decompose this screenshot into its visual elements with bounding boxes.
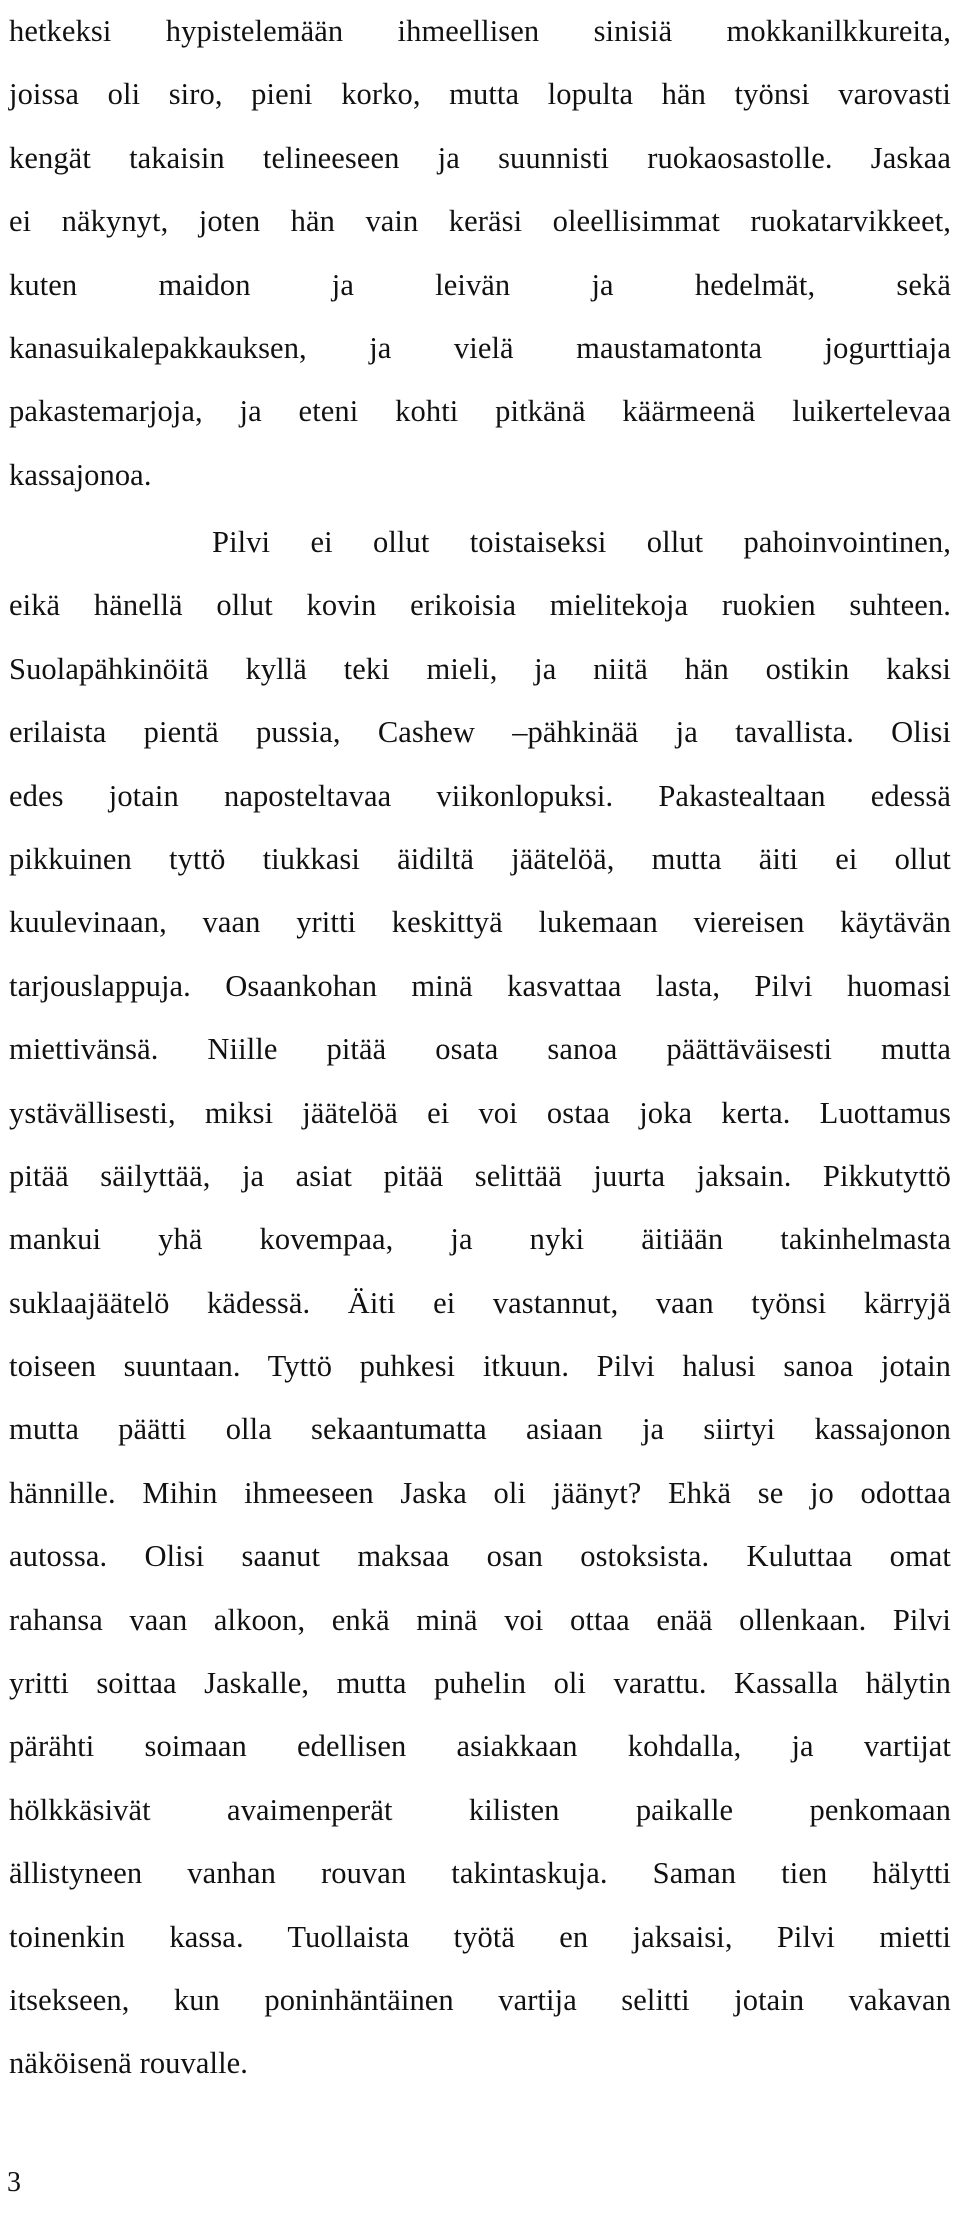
text-line: autossa. Olisi saanut maksaa osan ostoksista. Kuluttaa omat: [9, 1539, 951, 1574]
text-line: kengät takaisin telineeseen ja suunnisti ruokaosastolle. Jaskaa: [9, 140, 951, 175]
text-line: kanasuikalepakkauksen, ja vielä maustamatonta jogurttiaja: [9, 330, 951, 365]
text-line: hetkeksi hypistelemään ihmeellisen sinisiä mokkanilkkureita,: [9, 14, 951, 48]
text-line: mutta päätti olla sekaantumatta asiaan ja siirtyi kassajonon: [9, 1412, 951, 1447]
text-line: toinenkin kassa. Tuollaista työtä en jaksaisi, Pilvi mietti: [9, 1919, 951, 1954]
text-line: eikä hänellä ollut kovin erikoisia mielitekoja ruokien suhteen.: [9, 588, 951, 623]
text-line: miettivänsä. Niille pitää osata sanoa päättäväisesti mutta: [9, 1032, 951, 1067]
text-line: kassajonoa.: [9, 457, 152, 492]
text-line: kuulevinaan, vaan yritti keskittyä lukemaan viereisen käytävän: [9, 905, 951, 940]
text-line: hännille. Mihin ihmeeseen Jaska oli jäänyt? Ehkä se jo odottaa: [9, 1475, 951, 1510]
text-line: pärähti soimaan edellisen asiakkaan kohdalla, ja vartijat: [9, 1729, 951, 1764]
text-line: pikkuinen tyttö tiukkasi äidiltä jäätelöä, mutta äiti ei ollut: [9, 841, 951, 876]
text-line: rahansa vaan alkoon, enkä minä voi ottaa enää ollenkaan. Pilvi: [9, 1602, 951, 1637]
paragraph-2: [9, 511, 951, 2096]
text-line: ällistyneen vanhan rouvan takintaskuja. Saman tien hälytti: [9, 1856, 951, 1891]
text-line: tarjouslappuja. Osaankohan minä kasvattaa lasta, Pilvi huomasi: [9, 968, 951, 1003]
text-line: pakastemarjoja, ja eteni kohti pitkänä käärmeenä luikertelevaa: [9, 394, 951, 429]
text-line: suklaajäätelö kädessä. Äiti ei vastannut, vaan työnsi kärryjä: [9, 1285, 951, 1320]
text-line: itsekseen, kun poninhäntäinen vartija selitti jotain vakavan: [9, 1982, 951, 2017]
text-line: hölkkäsivät avaimenperät kilisten paikalle penkomaan: [9, 1792, 951, 1827]
text-line: yritti soittaa Jaskalle, mutta puhelin oli varattu. Kassalla hälytin: [9, 1666, 951, 1701]
page-number: 3: [7, 2167, 21, 2198]
text-line: mankui yhä kovempaa, ja nyki äitiään takinhelmasta: [9, 1222, 951, 1257]
text-line: Suolapähkinöitä kyllä teki mieli, ja niitä hän ostikin kaksi: [9, 651, 951, 686]
text-line: erilaista pientä pussia, Cashew –pähkinää ja tavallista. Olisi: [9, 715, 951, 750]
text-line: ei näkynyt, joten hän vain keräsi oleellisimmat ruokatarvikkeet,: [9, 204, 951, 239]
text-line: ystävällisesti, miksi jäätelöä ei voi ostaa joka kerta. Luottamus: [9, 1095, 951, 1130]
text-line: pitää säilyttää, ja asiat pitää selittää juurta jaksain. Pikkutyttö: [9, 1158, 951, 1193]
text-line: toiseen suuntaan. Tyttö puhkesi itkuun. Pilvi halusi sanoa jotain: [9, 1349, 951, 1384]
text-line: edes jotain naposteltavaa viikonlopuksi. Pakastealtaan edessä: [9, 778, 951, 813]
text-line: Pilvi ei ollut toistaiseksi ollut pahoinvointinen,: [212, 525, 951, 559]
paragraph-1: [9, 0, 951, 507]
text-line: joissa oli siro, pieni korko, mutta lopulta hän työnsi varovasti: [9, 77, 951, 112]
text-line: kuten maidon ja leivän ja hedelmät, sekä: [9, 267, 951, 302]
text-line: näköisenä rouvalle.: [9, 2046, 249, 2081]
